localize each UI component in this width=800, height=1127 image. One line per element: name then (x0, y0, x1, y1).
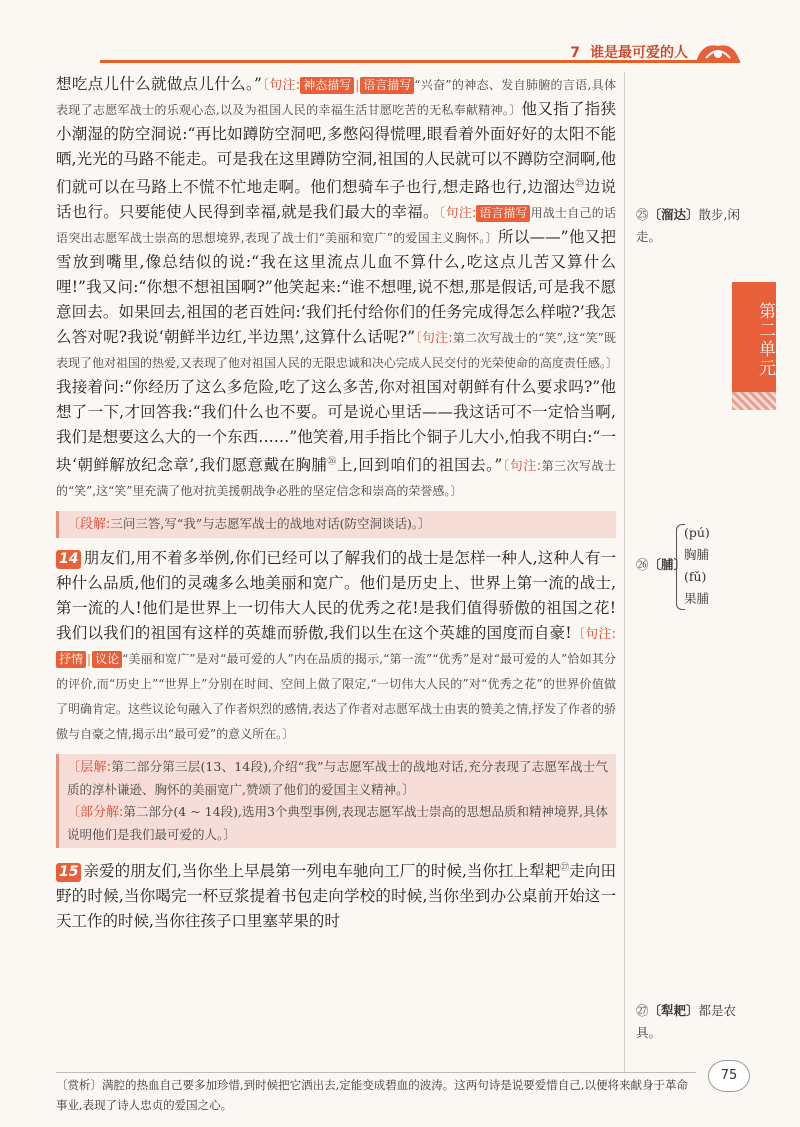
paragraph-analysis-box: 〔段解:三问三答,写“我”与志愿军战士的战地对话(防空洞谈话)。〕 (56, 511, 616, 538)
margin-divider (624, 72, 625, 1072)
unit-tab: 第二单元 (732, 282, 776, 392)
page-number: 75 (708, 1060, 750, 1092)
part-analysis: 〔部分解:第二部分(4 ~ 14段),选用3个典型事例,表现志愿军战士崇高的思想品质和精神境界,具体说明他们是我们最可爱的人。〕 (67, 804, 608, 843)
sentence-note-5: 〔句注:抒情 | 议论 “美丽和宽广”是对“最可爱的人”内在品质的揭示,“第一流”“优秀”是对“最可爱的人”恰如其分的评价,而“历史上”“世界上”分别在时间、空间上做了限定,“一切伟大人民的”对“优秀之花”的世界价值做了明确肯定。这些议论句融入了作者炽烈的感情,表达了作者对志愿军战士由衷的赞美之情,抒发了作者的骄傲与自豪之情,揭示出“最可爱”的意义所在。〕 (56, 627, 616, 742)
paragraph-14: 14 朋友们,用不着多举例,你们已经可以了解我们的战士是怎样一种人,这种人有一种什么品质,他们的灵魂多么地美丽和宽广。他们是历史上、世界上第一流的战士,第一流的人!他们是世界上一切伟大人民的优秀之花!是我们值得骄傲的祖国之花!我们以我们的祖国有这样的英雄而骄傲,我们以生在这个英雄的国度而自豪!〔句注:抒情 | 议论 “美丽和宽广”是对“最可爱的人”内在品质的揭示,“第一流”“优秀”是对“最可爱的人”恰如其分的评价,而“历史上”“世界上”分别在时间、空间上做了限定,“一切伟大人民的”对“优秀之花”的世界价值做了明确肯定。这些议论句融入了作者炽烈的感情,表达了作者对志愿军战士由衷的赞美之情,抒发了作者的骄傲与自豪之情,揭示出“最可爱”的意义所在。〕 (56, 549, 616, 742)
paragraph-13-continued: 想吃点儿什么就做点儿什么。”〔句注: 神态描写 | 语言描写 “兴奋”的神态、发自肺腑的言语,具体表现了志愿军战士的乐观心态,以及为祖国人民的幸福生活甘愿吃苦的无私奉献精神。〕他又指了指狭小潮湿的防空洞说:“再比如蹲防空洞吧,多憋闷得慌哩,眼看着外面好好的太阳不能晒,光光的马路不能走。可是我在这里蹲防空洞,祖国的人民就可以不蹲防空洞啊,他们就可以在马路上不慌不忙地走啊。他们想骑车子也行,想走路也行,边溜达$^㉕$边说话也行。只要能使人民得到幸福,就是我们最大的幸福。〔句注: 语言描写 用战士自己的话语突出志愿军战士崇高的思想境界,表现了战士们“美丽和宽广”的爱国主义胸怀。〕所以——”他又把雪放到嘴里,像总结似的说:“我在这里流点儿血不算什么,吃这点儿苦又算什么哩!”我又问:“你想不想祖国啊?”他笑起来:“谁不想哩,说不想,那是假话,可是我不愿意回去。如果回去,祖国的老百姓问:‘我们托付给你们的任务完成得怎么样啦?’我怎么答对呢?我说‘朝鲜半边红,半边黑’,这算什么话呢?”〔句注:第二次写战士的“笑”,这“笑”既表现了他对祖国的热爱,又表现了他对祖国人民的无限忠诚和决心完成人民交付的光荣使命的高度责任感。〕我接着问:“你经历了这么多危险,吃了这么多苦,你对祖国对朝鲜有什么要求吗?”他想了一下,才回答我:“我们什么也不要。可是说心里话——我这话可不一定恰当啊,我们是想要这么大的一个东西……”他笑着,用手指比个铜子儿大小,怕我不明白:“一块‘朝鲜解放纪念章’,我们愿意戴在胸脯$^㉖$上,回到咱们的祖国去。”〔句注:第三次写战士的“笑”,这“笑”里充满了他对抗美援朝战争必胜的坚定信念和崇高的荣誉感。〕 (56, 75, 618, 499)
layer-analysis: 〔层解:第二部分第三层(13、14段),介绍“我”与志愿军战士的战地对话,充分表现了志愿军战士气质的淳朴谦逊、胸怀的美丽宽广,赞颂了他们的爱国主义精神。〕 (67, 759, 608, 798)
chapter-title: 7 谁是最可爱的人 (570, 45, 688, 61)
paragraph-15: 15 亲爱的朋友们,当你坐上早晨第一列电车驰向工厂的时候,当你扛上犁耙$^㉗$走向田野的时候,当你喝完一杯豆浆提着书包走向学校的时候,当你坐到办公桌前开始这一天工作的时候,当你往孩子口里塞苹果的时 (56, 862, 616, 931)
sentence-note-4: 〔句注:第三次写战士的“笑”,这“笑”里充满了他对抗美援朝战争必胜的坚定信念和崇高的荣誉感。〕 (56, 459, 616, 499)
sentence-note-1: 〔句注: 神态描写 | 语言描写 “兴奋”的神态、发自肺腑的言语,具体表现了志愿军战士的乐观心态,以及为祖国人民的幸福生活甘愿吃苦的无私奉献精神。〕 (56, 78, 616, 117)
gloss-26: ㉖〔脯〕 (636, 557, 687, 572)
sentence-note-3: 〔句注:第二次写战士的“笑”,这“笑”既表现了他对祖国的热爱,又表现了他对祖国人民的无限忠诚和决心完成人民交付的光荣使命的高度责任感。〕 (56, 331, 618, 371)
gloss-27: ㉗〔犁耙〕都是农具。 (636, 1003, 737, 1040)
chapter-ornament-icon (692, 38, 744, 68)
appreciation-footnote: 〔赏析〕满腔的热血自己要多加珍惜,到时候把它洒出去,定能变成碧血的波涛。这两句诗是说要爱惜自己,以便将来献身于革命事业,表现了诗人忠贞的爱国之心。 (56, 1072, 696, 1115)
gloss-26-readings: (pú) 胸脯 (fǔ) 果脯 (684, 525, 710, 606)
sentence-note-2: 〔句注: 语言描写 用战士自己的话语突出志愿军战士崇高的思想境界,表现了战士们“美丽和宽广”的爱国主义胸怀。〕 (56, 206, 616, 246)
gloss-25: ㉕〔溜达〕散步,闲走。 (636, 207, 741, 244)
main-text (56, 72, 616, 934)
unit-tab-pattern (732, 392, 776, 410)
layer-analysis-box (56, 754, 616, 848)
page-header (0, 38, 800, 70)
